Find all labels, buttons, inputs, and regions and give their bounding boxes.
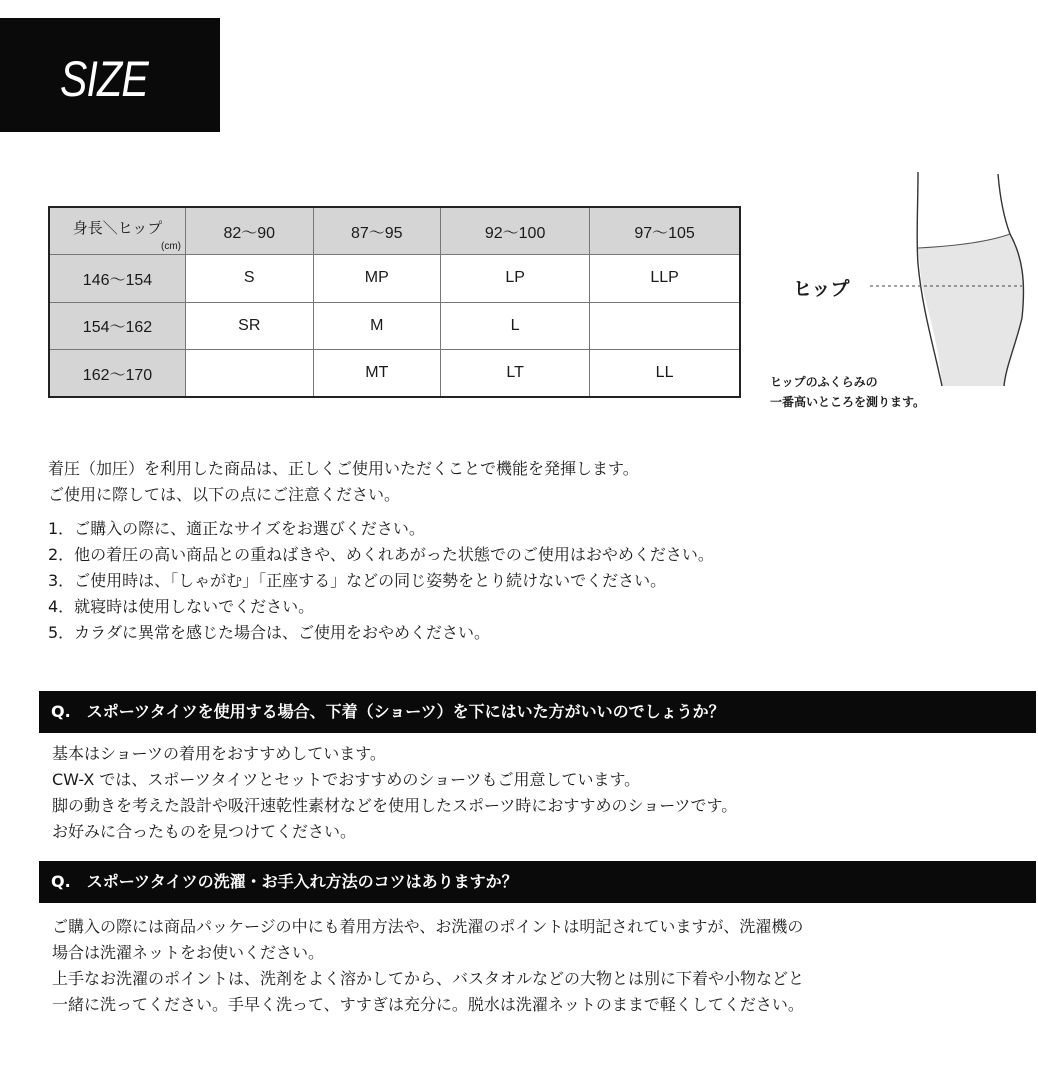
height-row-header: 154〜162 [49, 302, 186, 350]
size-cell: S [186, 255, 314, 303]
size-cell: LL [590, 350, 740, 398]
notice-intro: ご使用に際しては、以下の点にご注意ください。 [48, 485, 401, 504]
size-chart-table [48, 206, 741, 398]
hip-column-header: 92〜100 [441, 207, 590, 255]
size-cell: SR [186, 302, 314, 350]
hip-column-header: 97〜105 [590, 207, 740, 255]
hip-label: ヒップ [793, 278, 850, 300]
answer-line: ご購入の際には商品パッケージの中にも着用方法や、お洗濯のポイントは明記されていますが、洗濯機の [52, 917, 804, 936]
size-table-corner [49, 207, 186, 255]
answer-line: 脚の動きを考えた設計や吸汗速乾性素材などを使用したスポーツ時におすすめのショーツです。 [52, 796, 738, 815]
faq-question: スポーツタイツを使用する場合、下着（ショーツ）を下にはいた方がいいのでしょうか？ [86, 702, 725, 721]
q-mark: Q. [51, 702, 71, 721]
corner-unit: (cm) [161, 241, 181, 252]
caption-line: ヒップのふくらみの [770, 375, 878, 389]
answer-line: 場合は洗濯ネットをお使いください。 [52, 943, 325, 962]
size-cell: LLP [590, 255, 740, 303]
answer-line: 上手なお洗濯のポイントは、洗剤をよく溶かしてから、バスタオルなどの大物とは別に下着や小物などと [52, 969, 805, 988]
height-row-header: 162〜170 [49, 350, 186, 398]
answer-line: 基本はショーツの着用をおすすめしています。 [52, 744, 386, 763]
size-header [0, 18, 220, 132]
size-cell: M [313, 302, 441, 350]
height-row-header: 146〜154 [49, 255, 186, 303]
faq-question: スポーツタイツの洗濯・お手入れ方法のコツはありますか？ [86, 872, 518, 891]
answer-line: CW-X では、スポーツタイツとセットでおすすめのショーツもご用意しています。 [52, 770, 641, 789]
size-table-row [49, 302, 740, 350]
size-cell: LT [441, 350, 590, 398]
corner-label: 身長＼ヒップ [72, 218, 163, 237]
size-cell [186, 350, 314, 398]
size-table-row [49, 350, 740, 398]
size-table-row [49, 255, 740, 303]
notice-item: 2．他の着圧の高い商品との重ねばきや、めくれあがった状態でのご使用はおやめください。 [48, 545, 714, 564]
faq-question-bar [39, 691, 1036, 733]
size-cell [590, 302, 740, 350]
size-cell: L [441, 302, 590, 350]
faq-question-bar [39, 861, 1036, 903]
faq-answer [52, 914, 804, 1018]
notice-intro: 着圧（加圧）を利用した商品は、正しくご使用いただくことで機能を発揮します。 [48, 459, 639, 478]
notice-item: 3．ご使用時は、「しゃがむ」「正座する」などの同じ姿勢をとり続けないでください。 [48, 571, 667, 590]
size-cell: MT [313, 350, 441, 398]
size-cell: MP [313, 255, 441, 303]
usage-notice [48, 456, 714, 646]
caption-line: 一番高いところを測ります。 [770, 395, 926, 409]
size-title: SIZE [60, 51, 148, 107]
size-table-header-row [49, 207, 740, 255]
answer-line: お好みに合ったものを見つけてください。 [52, 822, 357, 841]
notice-item: 1．ご購入の際に、適正なサイズをお選びください。 [48, 519, 425, 538]
size-cell: LP [441, 255, 590, 303]
figure-caption [770, 372, 925, 412]
hip-measurement-figure [766, 168, 1036, 418]
hip-column-header: 87〜95 [313, 207, 441, 255]
notice-item: 4．就寝時は使用しないでください。 [48, 597, 315, 616]
hip-column-header: 82〜90 [186, 207, 314, 255]
faq-answer [52, 741, 737, 845]
q-mark: Q. [51, 872, 71, 891]
answer-line: 一緒に洗ってください。手早く洗って、すすぎは充分に。脱水は洗濯ネットのままで軽くしてください。 [52, 995, 804, 1014]
notice-item: 5．カラダに異常を感じた場合は、ご使用をおやめください。 [48, 623, 491, 642]
notice-list [48, 516, 714, 646]
